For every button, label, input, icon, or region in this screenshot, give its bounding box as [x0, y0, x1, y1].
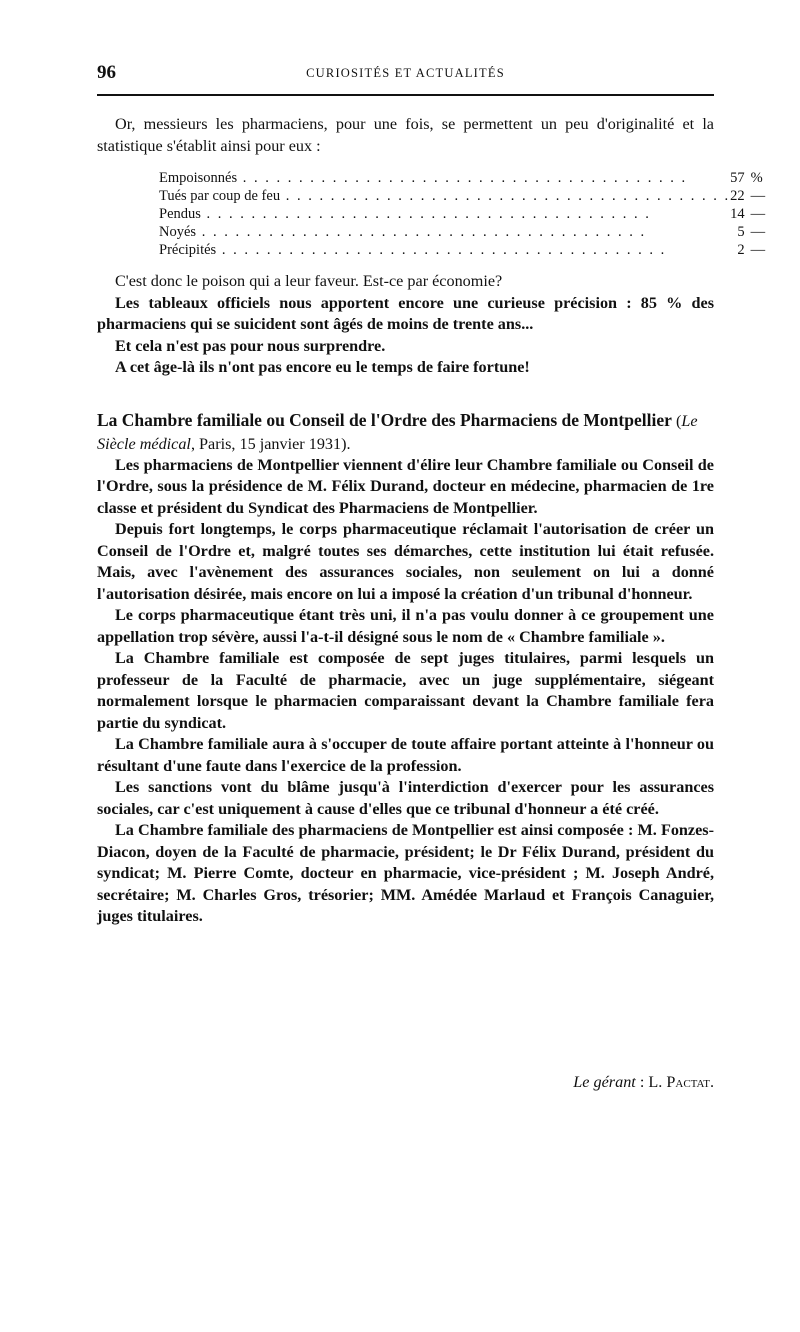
paragraph-4: La Chambre familiale est composée de sept juges titulaires, parmi lesquels un professeur de la Faculté de pharmacie, avec un juge supplémentaire, siégeant normalement lorsque le pharmacien comparaissant devant la Chambre familiale fera partie du syndicat.	[97, 649, 714, 732]
page-header	[97, 60, 714, 86]
stat-row	[159, 169, 765, 187]
stat-row	[159, 223, 765, 241]
stat-value: 57	[730, 170, 745, 186]
stat-label: Précipités . . . . . . . . . . . . . . . . . . . . . . . . . . . . . . . . . . . . . . . .	[159, 242, 667, 258]
running-head: CURIOSITÉS ET ACTUALITÉS	[306, 66, 505, 80]
intro-paragraph: Or, messieurs les pharmaciens, pour une fois, se permettent un peu d'originalité et la statistique s'établit ainsi pour eux :	[97, 115, 714, 155]
stat-value: 2	[737, 242, 745, 258]
stat-row	[159, 241, 765, 259]
stat-label: Pendus . . . . . . . . . . . . . . . . . . . . . . . . . . . . . . . . . . . . . . . .	[159, 206, 651, 222]
page	[97, 60, 766, 1091]
header-rule	[97, 94, 714, 96]
stat-value: 5	[737, 224, 745, 240]
stat-unit: —	[750, 206, 766, 222]
paragraph-3: Le corps pharmaceutique étant très uni, il n'a pas voulu donner à ce groupement une appellation trop sévère, aussi l'a-t-il désigné sous le nom de « Chambre familiale ».	[97, 606, 714, 646]
stat-unit: %	[750, 170, 763, 186]
section-title: La Chambre familiale ou Conseil de l'Ordre des Pharmaciens de Montpellier	[97, 409, 672, 430]
paragraph-7: La Chambre familiale des pharmaciens de Montpellier est ainsi composée : M. Fonzes-Diacon, doyen de la Faculté de pharmacie, président; le Dr Félix Durand, président du syndicat; M. Pierre Comte, docteur en pharmacie, vice-président ; M. Joseph André, secrétaire; M. Charles Gros, trésorier; MM. Amédée Marlaud et François Canaguier, juges titulaires.	[97, 821, 714, 925]
stat-unit: —	[750, 188, 766, 204]
stat-label: Noyés . . . . . . . . . . . . . . . . . . . . . . . . . . . . . . . . . . . . . . . .	[159, 224, 647, 240]
stat-unit: —	[750, 242, 766, 258]
section-heading	[97, 409, 714, 455]
paragraph-6: Les sanctions vont du blâme jusqu'à l'interdiction d'exercer pour les assurances sociales, car c'est uniquement à cause d'elles que ce tribunal d'honneur a été créé.	[97, 778, 714, 818]
commentary-line: A cet âge-là ils n'ont pas encore eu le temps de faire fortune!	[115, 358, 530, 376]
signature-name: Pactat.	[666, 1073, 714, 1091]
signature-prefix: Le gérant	[573, 1073, 636, 1091]
commentary-line: Et cela n'est pas pour nous surprendre.	[115, 336, 386, 355]
section-source: (Le Siècle médical, Paris, 15 janvier 1931).	[97, 411, 698, 453]
stat-value: 14	[730, 206, 745, 222]
commentary-line: C'est donc le poison qui a leur faveur. Est-ce par économie?	[115, 272, 503, 290]
stat-value: 22	[730, 188, 745, 204]
commentary-block	[97, 271, 714, 379]
source-journal: Le Siècle médical	[97, 411, 698, 453]
paragraph-2: Depuis fort longtemps, le corps pharmaceutique réclamait l'autorisation de créer un Conseil de l'Ordre et, malgré toutes ses démarches, cette institution lui était refusée. Mais, avec l'avènement des assurances sociales, non seulement on lui a donné l'autorisation désirée, mais encore on lui a imposé la création d'un tribunal d'honneur.	[97, 520, 714, 603]
stat-unit: —	[750, 224, 766, 240]
stat-row	[159, 205, 765, 223]
signature: Le gérant : L. Pactat.	[573, 1073, 714, 1091]
stat-label: Tués par coup de feu . . . . . . . . . . . . . . . . . . . . . . . . . . . . . . . . . . . . . . . .	[159, 188, 731, 204]
paragraph-5: La Chambre familiale aura à s'occuper de toute affaire portant atteinte à l'honneur ou résultant d'une faute dans l'exercice de la profession.	[97, 735, 714, 775]
commentary-line: Les tableaux officiels nous apportent encore une curieuse précision : 85 % des pharmaciens qui se suicident sont âgés de moins de trente ans...	[97, 293, 714, 333]
statistics-table	[159, 169, 765, 259]
paragraph-1: Les pharmaciens de Montpellier viennent d'élire leur Chambre familiale ou Conseil de l'Ordre, sous la présidence de M. Félix Durand, docteur en médecine, pharmacien de 1re classe et président du Syndicat des Pharmaciens de Montpellier.	[97, 455, 714, 517]
stat-label: Empoisonnés . . . . . . . . . . . . . . . . . . . . . . . . . . . . . . . . . . . . . . . .	[159, 170, 688, 186]
stat-row	[159, 187, 765, 205]
page-number: 96	[97, 62, 116, 83]
